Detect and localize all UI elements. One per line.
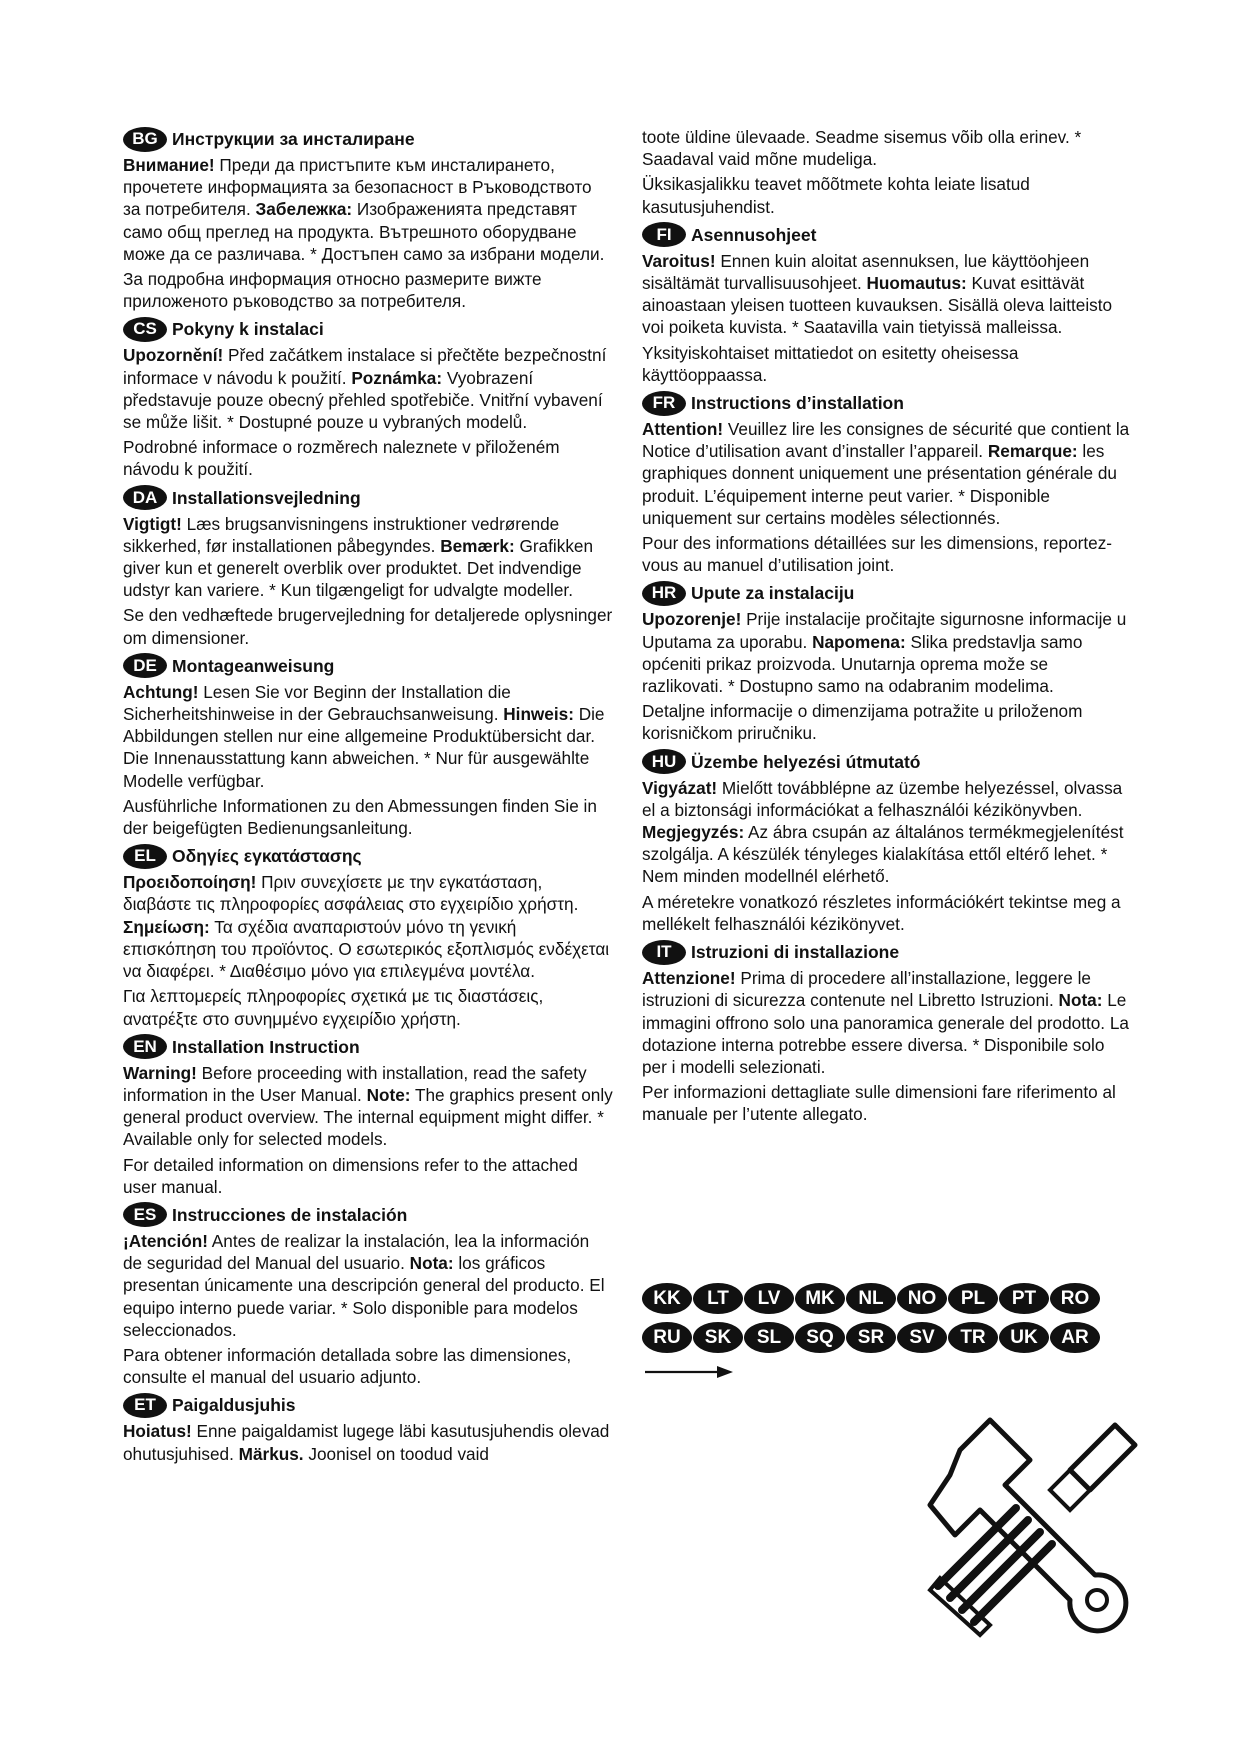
instruction-paragraph — [123, 871, 613, 982]
paragraph-text: Prije instalacije pročitajte sigurnosne informacije u Uputama za uporabu. — [642, 609, 1127, 652]
paragraph-text: Τα σχέδια αναπαριστούν μόνο τη γενική επισκόπηση του προϊόντος. Ο εσωτερικός εξοπλισμός ενδέχεται να διαφέρει. * Διαθέσιμο μόνο για επιλεγμένα μοντέλα. — [123, 916, 610, 982]
language-badge-lv: LV — [744, 1283, 794, 1314]
bold-label: Märkus. — [238, 1443, 304, 1464]
dimensions-paragraph: For detailed information on dimensions refer to the attached user manual. — [123, 1154, 578, 1197]
section-title: Üzembe helyezési útmutató — [691, 751, 921, 772]
section-de — [123, 653, 613, 839]
language-badge-mk: MK — [795, 1283, 845, 1314]
section-heading — [123, 1202, 613, 1228]
section-heading — [123, 843, 613, 869]
language-code-badge: BG — [123, 127, 167, 152]
section-title: Инструкции за инсталиране — [172, 128, 415, 149]
section-title: Pokyny k instalaci — [172, 319, 324, 340]
language-code-badge: EL — [123, 844, 167, 869]
language-code-badge: HU — [642, 749, 686, 774]
dimensions-paragraph: Pour des informations détaillées sur les dimensions, reportez-vous au manuel d’utilisation joint. — [642, 533, 1113, 576]
section-heading — [642, 939, 1132, 965]
dimensions-paragraph: A méretekre vonatkozó részletes információkért tekintse meg a mellékelt felhasználói kézikönyvet. — [642, 891, 1121, 934]
paragraph-text: Ennen kuin aloitat asennuksen, lue käyttöohjeen sisältämät turvallisuusohjeet. — [642, 250, 1090, 294]
section-en — [123, 1034, 613, 1198]
instruction-paragraph — [123, 1062, 613, 1151]
section-it — [642, 939, 1132, 1125]
dimensions-paragraph: Yksityiskohtaiset mittatiedot on esitetty oheisessa käyttöoppaassa. — [642, 342, 1019, 385]
section-heading — [642, 749, 1132, 775]
left-column — [123, 126, 613, 1469]
section-heading — [642, 580, 1132, 606]
bold-label: Achtung! — [123, 681, 199, 702]
section-title: Montageanweisung — [172, 655, 335, 676]
bold-label: Nota: — [409, 1253, 454, 1274]
instruction-paragraph — [642, 250, 1132, 339]
section-et — [123, 1392, 613, 1464]
right-column — [642, 126, 1132, 1130]
paragraph-text: Изображенията представят само общ преглед на продукта. Вътрешното оборудване може да се различава. * Достъпен само за избрани модели. — [123, 199, 605, 264]
dimensions-paragraph: Detaljne informacije o dimenzijama potražite u priloženom korisničkom priručniku. — [642, 701, 1083, 744]
bold-label: Varoitus! — [642, 250, 716, 271]
paragraph-text: Prima di procedere all’installazione, leggere le istruzioni di sicurezza contenute nel Libretto Istruzioni. — [642, 968, 1091, 1011]
dimensions-paragraph: За подробна информация относно размерите вижте приложеното ръководство за потребителя. — [123, 269, 542, 312]
paragraph-text: Mielőtt továbblépne az üzembe helyezéssel, olvassa el a biztonsági információkat a felhasználói kézikönyvben. — [642, 777, 1123, 820]
section-title: Asennusohjeet — [691, 224, 817, 245]
paragraph-text: The graphics present only general product overview. The internal equipment might differ. * Available only for selected models. — [123, 1084, 613, 1150]
section-heading — [123, 653, 613, 679]
section-heading — [123, 485, 613, 511]
bold-label: Upozorenje! — [642, 609, 742, 630]
paragraph-text: Vyobrazení představuje pouze obecný přehled spotřebiče. Vnitřní vybavení se může lišit. * Dostupné pouze u vybraných modelů. — [123, 367, 603, 433]
language-code-badge: CS — [123, 317, 167, 342]
bold-label: Σημείωση: — [123, 916, 210, 937]
instruction-paragraph — [123, 154, 613, 265]
language-badge-ru: RU — [642, 1322, 692, 1353]
language-code-badge: ES — [123, 1202, 167, 1227]
language-code-badge: HR — [642, 581, 686, 606]
paragraph-text: Преди да пристъпите към инсталирането, прочетете информацията за безопасност в Ръководството за потребителя. — [123, 155, 592, 220]
section-es — [123, 1202, 613, 1388]
language-badge-sl: SL — [744, 1322, 794, 1353]
language-code-badge: FI — [642, 222, 686, 247]
paragraph-text: Kuvat esittävät ainoastaan yleisen tuotteen kuvauksen. Sisällä oleva laitteisto voi poiketa kuvista. * Saatavilla vain tietyissä malleissa. — [642, 273, 1113, 338]
language-badge-pl: PL — [948, 1283, 998, 1314]
language-code-badge: ET — [123, 1393, 167, 1418]
language-badge-sr: SR — [846, 1322, 896, 1353]
section-heading — [642, 390, 1132, 416]
bold-label: Attention! — [642, 419, 724, 440]
dimensions-paragraph: Per informazioni dettagliate sulle dimensioni fare riferimento al manuale per l’utente allegato. — [642, 1082, 1116, 1125]
language-code-badge: DE — [123, 653, 167, 678]
instruction-paragraph — [123, 681, 613, 792]
language-badge-ar: AR — [1050, 1322, 1100, 1353]
bold-label: Nota: — [1058, 990, 1103, 1011]
paragraph-text: Le immagini offrono solo una panoramica generale del prodotto. La dotazione interna potrebbe essere diversa. * Disponibile solo per i modelli selezionati. — [642, 990, 1129, 1077]
instruction-paragraph — [123, 1420, 613, 1464]
language-badge-tr: TR — [948, 1322, 998, 1353]
section-heading — [642, 222, 1132, 248]
language-badge-kk: KK — [642, 1283, 692, 1314]
language-badge-pt: PT — [999, 1283, 1049, 1314]
bold-label: Hinweis: — [503, 704, 574, 725]
bold-label: Upozornění! — [123, 345, 224, 366]
instruction-paragraph — [642, 777, 1132, 888]
bold-label: Attenzione! — [642, 968, 736, 989]
et-dimensions-paragraph: Üksikasjalikku teavet mõõtmete kohta leiate lisatud kasutusjuhendist. — [642, 174, 1030, 217]
language-badge-nl: NL — [846, 1283, 896, 1314]
bold-label: Внимание! — [123, 155, 215, 175]
language-badge-ro: RO — [1050, 1283, 1100, 1314]
section-title: Paigaldusjuhis — [172, 1395, 296, 1416]
section-heading — [123, 1034, 613, 1060]
bold-label: Warning! — [123, 1062, 197, 1083]
section-title: Installationsvejledning — [172, 487, 361, 508]
paragraph-text: Joonisel on toodud vaid — [303, 1443, 489, 1464]
section-da — [123, 485, 613, 649]
section-bg — [123, 126, 613, 312]
paragraph-text: Grafikken giver kun et generelt overblik over produktet. Det indvendige udstyr kan variere. * Kun tilgængeligt for udvalgte modeller. — [123, 535, 594, 601]
instruction-paragraph — [642, 608, 1132, 697]
dimensions-paragraph: Ausführliche Informationen zu den Abmessungen finden Sie in der beigefügten Bedienungsanleitung. — [123, 795, 597, 839]
bold-label: Poznámka: — [351, 367, 443, 388]
paragraph-text: los gráficos presentan únicamente una descripción general del producto. El equipo interno puede variar. * Solo disponible para modelos seleccionados. — [123, 1253, 605, 1340]
section-title: Οδηγίες εγκατάστασης — [172, 846, 362, 867]
bold-label: Megjegyzés: — [642, 822, 745, 843]
bold-label: ¡Atención! — [123, 1230, 208, 1251]
paragraph-text: Veuillez lire les consignes de sécurité que contient la Notice d’utilisation avant d’installer l’appareil. — [642, 419, 1130, 462]
section-fi — [642, 222, 1132, 386]
instruction-paragraph — [123, 344, 613, 433]
language-code-badge: FR — [642, 391, 686, 416]
bold-label: Προειδοποίηση! — [123, 872, 257, 893]
section-heading — [123, 316, 613, 342]
section-title: Instrucciones de instalación — [172, 1204, 408, 1225]
paragraph-text: Az ábra csupán az általános termékmegjelenítést szolgálja. A készülék tényleges kialakítása ettől eltérő lehet. * Nem minden modellnél elérhető. — [642, 822, 1124, 887]
paragraph-text: Před začátkem instalace si přečtěte bezpečnostní informace v návodu k použití. — [123, 345, 607, 388]
dimensions-paragraph: Se den vedhæftede brugervejledning for detaljerede oplysninger om dimensioner. — [123, 605, 613, 648]
language-badges — [642, 1283, 1122, 1361]
bold-label: Vigtigt! — [123, 513, 182, 534]
section-title: Istruzioni di installazione — [691, 941, 900, 962]
dimensions-paragraph: Για λεπτομερείς πληροφορίες σχετικά με τις διαστάσεις, ανατρέξτε στο συνημμένο εγχειρίδιο χρήστη. — [123, 986, 544, 1029]
section-hr — [642, 580, 1132, 744]
dimensions-paragraph: Podrobné informace o rozměrech naleznete v přiloženém návodu k použití. — [123, 437, 560, 480]
bold-label: Hoiatus! — [123, 1421, 192, 1442]
language-code-badge: EN — [123, 1034, 167, 1059]
language-badge-no: NO — [897, 1283, 947, 1314]
section-heading — [123, 126, 613, 152]
language-code-badge: IT — [642, 940, 686, 965]
paragraph-text: Πριν συνεχίσετε με την εγκατάσταση, διαβάστε τις πληροφορίες ασφάλειας στο εγχειρίδιο χρήστη. — [123, 872, 579, 915]
paragraph-text: Slika predstavlja samo općeniti prikaz proizvoda. Unutarnja oprema može se razlikovati. * Dostupno samo na odabranim modelima. — [642, 631, 1083, 697]
language-badge-row — [642, 1322, 1122, 1353]
bold-label: Note: — [366, 1084, 411, 1105]
paragraph-text: Die Abbildungen stellen nur eine allgemeine Produktübersicht dar. Die Innenausstattung kann abweichen. * Nur für ausgewählte Modelle verfügbar. — [123, 704, 605, 791]
paragraph-text: Enne paigaldamist lugege läbi kasutusjuhendis olevad ohutusjuhised. — [123, 1421, 610, 1464]
instruction-paragraph — [123, 513, 613, 602]
language-badge-sv: SV — [897, 1322, 947, 1353]
wrench-screwdriver-icon — [920, 1410, 1140, 1640]
section-title: Installation Instruction — [172, 1036, 360, 1057]
instruction-paragraph — [123, 1230, 613, 1341]
paragraph-text: Before proceeding with installation, read the safety information in the User Manual. — [123, 1062, 587, 1105]
bold-label: Забележка: — [255, 199, 353, 220]
instruction-paragraph — [642, 418, 1132, 529]
section-cs — [123, 316, 613, 480]
bold-label: Bemærk: — [440, 535, 515, 556]
section-title: Upute za instalaciju — [691, 583, 855, 604]
section-fr — [642, 390, 1132, 576]
bold-label: Huomautus: — [866, 273, 967, 294]
bold-label: Napomena: — [812, 631, 906, 652]
section-hu — [642, 749, 1132, 935]
paragraph-text: Antes de realizar la instalación, lea la información de seguridad del Manual del usuario. — [123, 1230, 590, 1274]
bold-label: Vigyázat! — [642, 777, 718, 798]
language-badge-row — [642, 1283, 1122, 1314]
paragraph-text: Lesen Sie vor Beginn der Installation die Sicherheitshinweise in der Gebrauchsanweisung. — [123, 681, 511, 725]
et-continuation-paragraph: toote üldine ülevaade. Seadme sisemus võib olla erinev. * Saadaval vaid mõne mudeliga. — [642, 127, 1082, 170]
section-title: Instructions d’installation — [691, 392, 904, 413]
language-code-badge: DA — [123, 485, 167, 510]
paragraph-text: les graphiques donnent uniquement une présentation générale du produit. L’équipement interne peut varier. * Disponible uniquement sur certains modèles sélectionnés. — [642, 441, 1117, 528]
dimensions-paragraph: Para obtener información detallada sobre las dimensiones, consulte el manual del usuario adjunto. — [123, 1344, 572, 1388]
language-badge-lt: LT — [693, 1283, 743, 1314]
arrow-right-icon — [645, 1365, 735, 1379]
language-badge-sk: SK — [693, 1322, 743, 1353]
section-el — [123, 843, 613, 1029]
language-badge-uk: UK — [999, 1322, 1049, 1353]
instruction-paragraph — [642, 967, 1132, 1078]
paragraph-text: Læs brugsanvisningens instruktioner vedrørende sikkerhed, før installationen påbegyndes. — [123, 513, 560, 556]
bold-label: Remarque: — [987, 441, 1078, 462]
section-heading — [123, 1392, 613, 1418]
language-badge-sq: SQ — [795, 1322, 845, 1353]
